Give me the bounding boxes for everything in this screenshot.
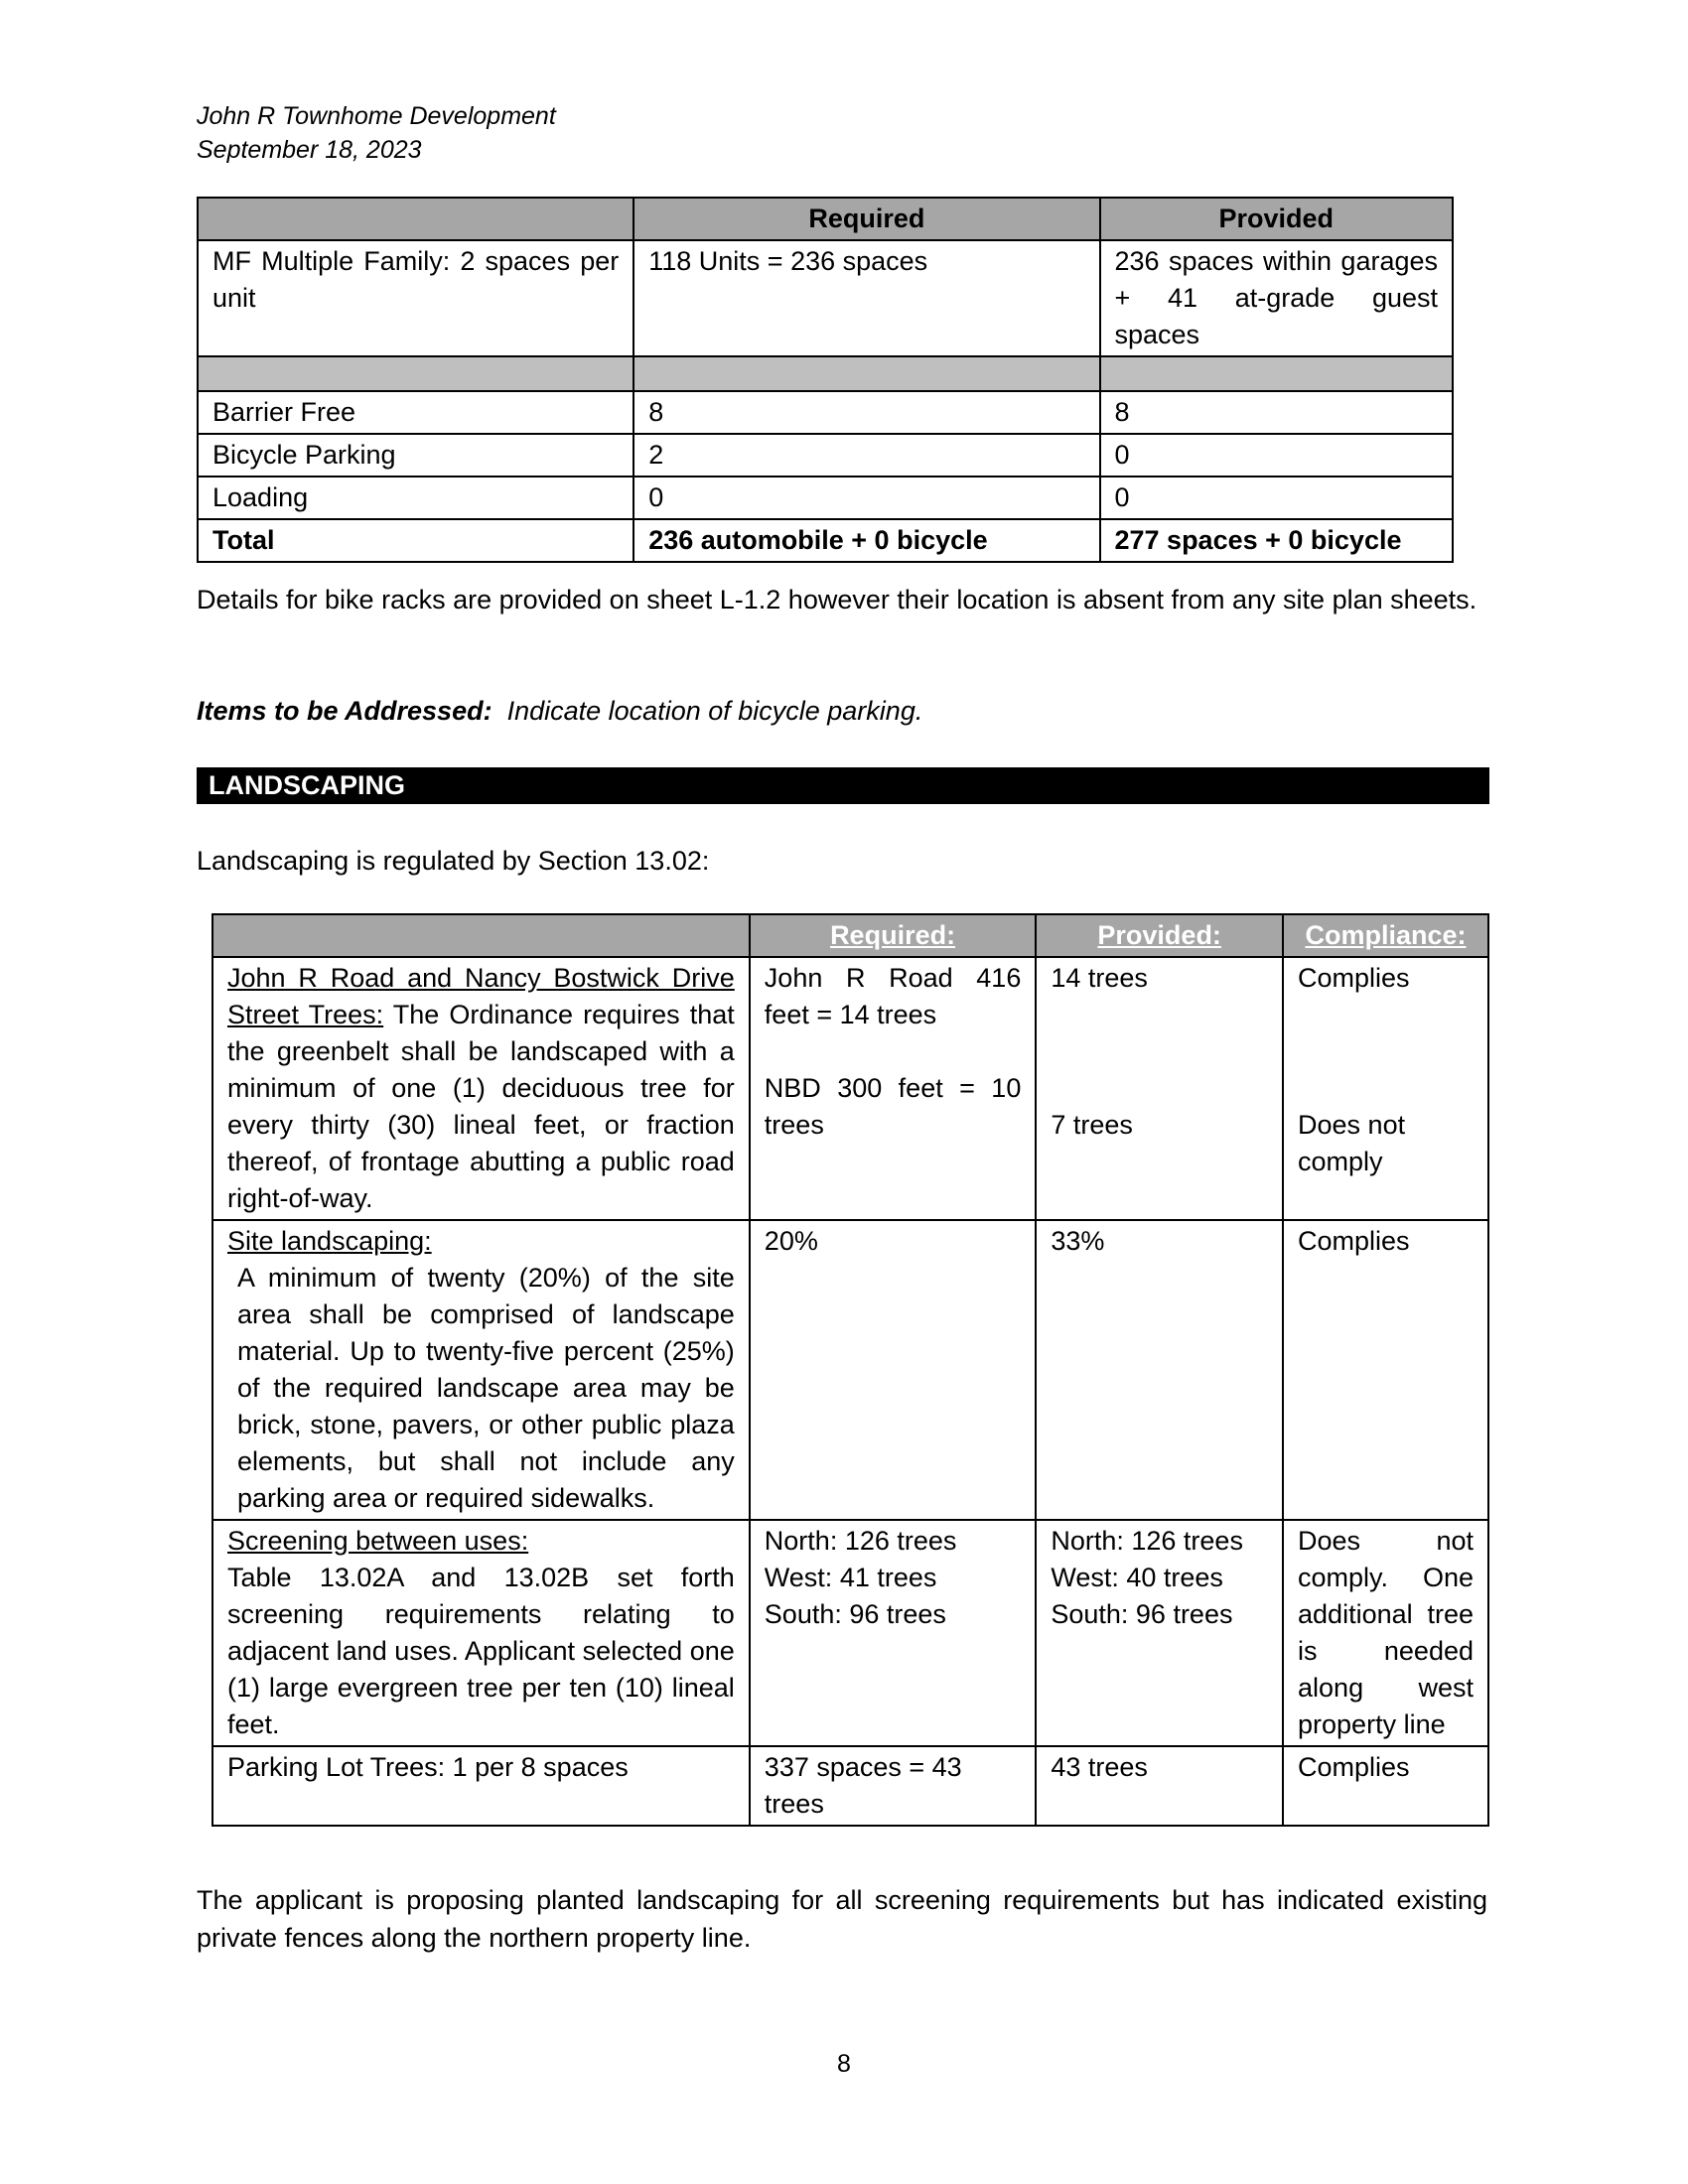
items-text: Indicate location of bicycle parking. [506,696,923,726]
provided-value: North: 126 trees [1051,1526,1243,1556]
table-row-parking-lot-trees [212,1746,1488,1826]
parking-table-header [198,198,1453,240]
compliance-value: Does not comply [1298,1110,1406,1176]
table-row [198,477,1453,519]
spacer-row [198,356,1453,391]
requirement-cell [212,1220,750,1520]
requirement-text: The Ordinance requires that the greenbelt shall be landscaped with a minimum of one (1) deciduous tree for every thirty (30) lineal feet, or fraction thereof, of frontage abutting a public road right-of-way. [227,1000,735,1213]
total-label: Total [198,519,633,562]
table-row [198,240,1453,356]
table-row [198,434,1453,477]
report-date: September 18, 2023 [197,136,422,164]
header-cell-provided: Provided [1100,198,1454,240]
header-cell-compliance: Compliance: [1283,914,1488,957]
provided-value: 14 trees [1051,963,1148,993]
row-provided: 8 [1100,391,1454,434]
row-required: 2 [633,434,1099,477]
row-required: 8 [633,391,1099,434]
required-cell: 337 spaces = 43 trees [750,1746,1037,1826]
requirement-title: John R Road and Nancy Bostwick Drive Street Trees: [227,963,735,1029]
header-cell-required: Required [633,198,1099,240]
requirement-cell [212,957,750,1220]
row-required: 118 Units = 236 spaces [633,240,1099,356]
requirement-text: Table 13.02A and 13.02B set forth screening requirements relating to adjacent land uses. Applicant selected one (1) large evergreen tree per ten (10) lineal feet. [227,1563,735,1739]
table-row [198,391,1453,434]
row-label: MF Multiple Family: 2 spaces per unit [198,240,633,356]
required-value: John R Road 416 feet = 14 trees [764,963,1022,1029]
section-heading-landscaping: LANDSCAPING [197,767,1489,804]
requirement-cell: Parking Lot Trees: 1 per 8 spaces [212,1746,750,1826]
header-cell-provided: Provided: [1036,914,1283,957]
compliance-cell [1283,957,1488,1220]
header-cell-empty [198,198,633,240]
provided-value: South: 96 trees [1051,1599,1233,1629]
required-cell [750,957,1037,1220]
provided-value: 7 trees [1051,1110,1133,1140]
provided-cell: 33% [1036,1220,1283,1520]
project-title: John R Townhome Development [197,102,556,130]
closing-note: The applicant is proposing planted landscaping for all screening requirements but has indicated existing private fences along the northern property line. [197,1885,1487,1953]
page-number: 8 [837,2050,851,2078]
table-row-screening [212,1520,1488,1746]
row-label: Loading [198,477,633,519]
row-provided: 236 spaces within garages + 41 at-grade guest spaces [1100,240,1454,356]
total-provided: 277 spaces + 0 bicycle [1100,519,1454,562]
landscaping-intro: Landscaping is regulated by Section 13.02: [197,846,710,876]
landscaping-table [211,913,1489,1827]
required-value: South: 96 trees [764,1599,946,1629]
provided-cell [1036,1520,1283,1746]
required-value: West: 41 trees [764,1563,937,1592]
row-required: 0 [633,477,1099,519]
bike-rack-note: Details for bike racks are provided on sheet L-1.2 however their location is absent from any site plan sheets. [197,585,1477,614]
total-required: 236 automobile + 0 bicycle [633,519,1099,562]
requirement-text: A minimum of twenty (20%) of the site area shall be comprised of landscape material. Up to twenty-five percent (25%) of the required landscape area may be brick, stone, pavers, or other public plaza elements, but shall not include any parking area or required sidewalks. [237,1263,735,1513]
compliance-cell: Complies [1283,1746,1488,1826]
requirement-title: Screening between uses: [227,1526,529,1556]
row-label: Bicycle Parking [198,434,633,477]
header-cell-required: Required: [750,914,1037,957]
provided-cell: 43 trees [1036,1746,1283,1826]
requirement-title: Site landscaping: [227,1226,432,1256]
required-cell: 20% [750,1220,1037,1520]
landscaping-table-header [212,914,1488,957]
requirement-cell [212,1520,750,1746]
items-label: Items to be Addressed: [197,696,492,726]
required-value: NBD 300 feet = 10 trees [764,1073,1022,1140]
compliance-cell: Complies [1283,1220,1488,1520]
total-row [198,519,1453,562]
items-to-address [197,692,1487,730]
compliance-cell: Does not comply. One additional tree is needed along west property line [1283,1520,1488,1746]
required-value: North: 126 trees [764,1526,957,1556]
header-cell-empty [212,914,750,957]
table-row-street-trees [212,957,1488,1220]
row-label: Barrier Free [198,391,633,434]
required-cell [750,1520,1037,1746]
document-header [197,99,556,167]
table-row-site-landscaping [212,1220,1488,1520]
compliance-value: Complies [1298,963,1410,993]
row-provided: 0 [1100,434,1454,477]
provided-cell [1036,957,1283,1220]
parking-table [197,197,1454,563]
provided-value: West: 40 trees [1051,1563,1223,1592]
row-provided: 0 [1100,477,1454,519]
